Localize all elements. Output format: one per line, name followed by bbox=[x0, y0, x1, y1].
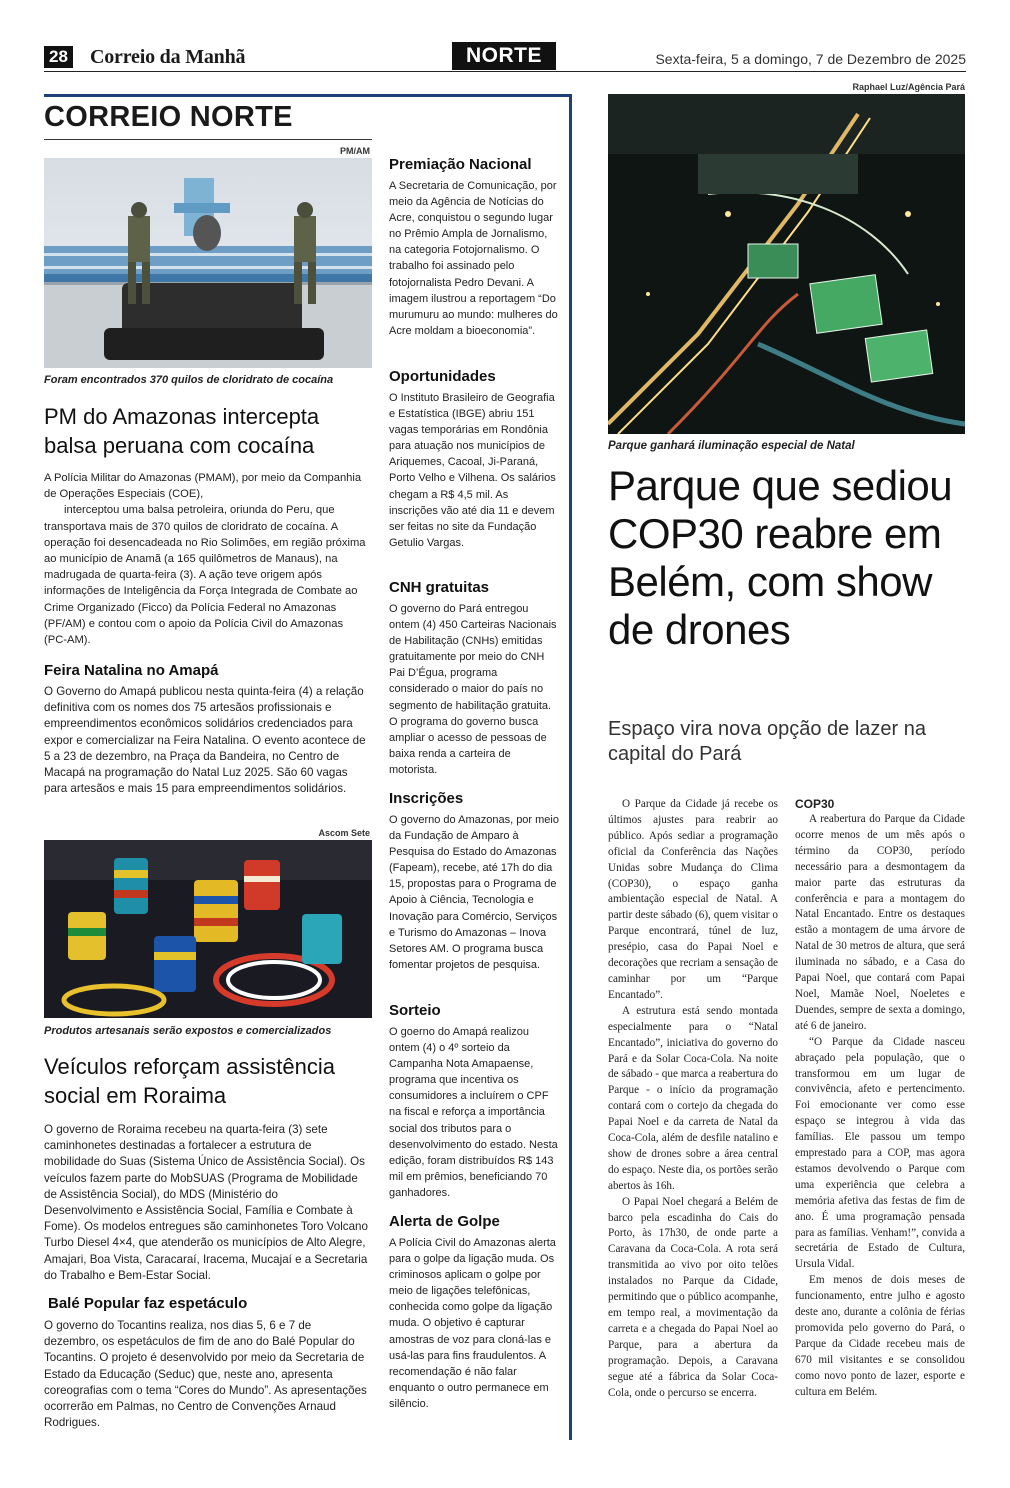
park-aerial-photo bbox=[608, 94, 965, 434]
photo-caption: Foram encontrados 370 quilos de cloridrato de cocaína bbox=[44, 374, 334, 386]
crafts-photo bbox=[44, 840, 372, 1018]
note-body: O governo do Pará entregou ontem (4) 450 Carteiras Nacionais de Habilitação (CNHs) emitidas gratuitamente por meio do CNH Pai D’Égua, programa considerado o maior do país no segmento de habilitação gratuita. O programa do governo busca ampliar o acesso de pessoas de baixa renda a carteira de motorista. bbox=[389, 603, 557, 776]
note-title: CNH gratuitas bbox=[389, 579, 490, 596]
headline-line: social em Roraima bbox=[44, 1083, 227, 1108]
photo-credit: Raphael Luz/Agência Pará bbox=[852, 82, 965, 92]
note-title: Premiação Nacional bbox=[389, 156, 532, 173]
story-body bbox=[44, 470, 366, 648]
note-body: O Instituto Brasileiro de Geografia e Estatística (IBGE) abriu 151 vagas temporárias em Rondônia para atuação nos municípios de Ariquemes, Cacoal, Ji-Paraná, Porto Velho e Vilhena. Os salários chegam a R$ 4,5 mil. As inscrições vão até dia 11 e devem ser feitas no site da Fundação Getulio Vargas. bbox=[389, 392, 556, 549]
photo-credit: Ascom Sete bbox=[318, 828, 370, 838]
main-headline: Parque que sediou COP30 reabre em Belém, com show de drones bbox=[608, 462, 953, 653]
note-title: Inscrições bbox=[389, 790, 464, 807]
note-title: Oportunidades bbox=[389, 368, 496, 385]
paragraph: A reabertura do Parque da Cidade ocorre menos de um mês após o término da COP30, período necessário para a desmontagem da maior parte das estruturas da conferência e para a montagem do Natal Encantado. Entre os destaques estão a montagem de uma árvore de Natal de 30 metros de altura, que será iluminada no sábado, e a Casa do Papai Noel, que contará com Papai Noel, Mamãe Noel, Noeletes e Duendes, sempre de sexta a domingo, até 6 de janeiro. bbox=[795, 813, 965, 1032]
main-deck: Espaço vira nova opção de lazer na capital do Pará bbox=[608, 718, 926, 765]
story-body: O governo de Roraima recebeu na quarta-feira (3) sete caminhonetes destinadas a fortalecer a estrutura de mobilidade do Suas (Sistema Único de Assistência Social). Os veículos fazem parte do MobSUAS (Programa de Mobilidade de Assistência Social), do MDS (Ministério do Desenvolvimento e Assistência Social, Família e Combate à Fome). Os modelos entregues são caminhonetes Toro Volcano Turbo Diesel 4×4, que atenderão os municípios de Alto Alegre, Amajari, Boa Vista, Caracaraí, Iracema, Mucajaí e a Secretaria do Trabalho e Bem-Estar Social. bbox=[44, 1123, 368, 1282]
crafts-photo-image bbox=[44, 840, 372, 1018]
issue-date: Sexta-feira, 5 a domingo, 7 de Dezembro de 2025 bbox=[655, 51, 966, 67]
paragraph: “O Parque da Cidade nasceu abraçado pela população, que o transformou em um lugar de convivência, afeto e pertencimento. Foi emocionante ver como esse espaço se integrou à vida das famílias. Ele passou um tempo emprestado para a COP, mas agora estamos devolvendo o Parque com uma experiência que celebra a memória afetiva das festas de fim de ano. É uma programação pensada para as famílias. Venham!”, convida a secretária de Estado de Cultura, Ursula Vidal. bbox=[795, 1035, 965, 1271]
main-body-col2 bbox=[795, 797, 965, 1401]
paragraph: interceptou uma balsa petroleira, oriunda do Peru, que transportava mais de 370 quilos de cloridrato de cocaína. A operação foi desencadeada no Rio Solimões, em região próxima ao município de Anamã (a 165 quilômetros de Manaus), na madrugada de quarta-feira (3). A ação teve origem após informações de Inteligência da Força Integrada de Combate ao Crime Organizado (Ficco) da Polícia Federal no Amazonas (PF/AM) e contou com o apoio da Polícia Civil do Amazonas (PC-AM). bbox=[44, 504, 366, 647]
subhead: Balé Popular faz espetáculo bbox=[48, 1295, 248, 1312]
note-body: A Polícia Civil do Amazonas alerta para o golpe da ligação muda. Os criminosos aplicam o golpe por meio de ligações telefônicas, conhecida como golpe da ligação muda. O objetivo é capturar amostras de voz para cloná-las e usá-las para fins fraudulentos. A recomendação é não falar enquanto o outro permanece em silêncio. bbox=[389, 1237, 556, 1410]
note-title: Alerta de Golpe bbox=[389, 1213, 500, 1230]
headline-line: PM do Amazonas intercepta bbox=[44, 404, 320, 429]
note-body: O governo do Amazonas, por meio da Fundação de Amparo à Pesquisa do Estado do Amazonas (Fapeam), recebe, até 17h do dia 15, propostas para o Programa de Apoio à Ciência, Tecnologia e Inovação para Comércio, Serviços e Turismo do Amazonas – Inova Setores AM. O programa busca fomentar projetos de pesquisa. bbox=[389, 814, 559, 971]
paragraph: O Papai Noel chegará a Belém de barco pela escadinha do Cais do Porto, às 17h30, de onde parte a Caravana da Coca-Cola. A rota será transmitida ao vivo por oito telões instalados no Parque da Cidade, permitindo que o público acompanhe, em tempo real, a movimentação da carreta e a chegada do Papai Noel ao Parque, para a abertura da programação. Depois, a Caravana segue até a fábrica da Solar Coca-Cola, onde o percurso se encerra. bbox=[608, 1195, 778, 1399]
photo-credit: PM/AM bbox=[340, 146, 370, 156]
column-rule bbox=[44, 139, 372, 140]
photo-caption: Produtos artesanais serão expostos e comercializados bbox=[44, 1025, 332, 1037]
page-number: 28 bbox=[44, 46, 73, 68]
brief-body: O governo do Tocantins realiza, nos dias 5, 6 e 7 de dezembro, os espetáculos de fim de ano do Balé Popular do Tocantins. O projeto é desenvolvido por meio da Secretaria de Estado da Educação (Seduc) que, neste ano, apresenta coreografias com o tema “Cores do Mundo”. As apresentações ocorrerão em Palmas, no Centro de Convenções Arnaud Rodrigues. bbox=[44, 1319, 367, 1430]
paragraph: Em menos de dois meses de funcionamento, entre julho e agosto deste ano, durante a colônia de férias promovida pelo governo do Pará, o Parque da Cidade recebeu mais de 670 mil visitantes e se consolidou como novo ponto de lazer, esporte e cultura em Belém. bbox=[795, 1274, 965, 1398]
paragraph: A Polícia Militar do Amazonas (PMAM), por meio da Companhia de Operações Especiais (COE), bbox=[44, 472, 362, 501]
park-aerial-image bbox=[608, 94, 965, 434]
police-photo-image bbox=[44, 158, 372, 368]
column-title: CORREIO NORTE bbox=[44, 101, 293, 133]
note-title: Sorteio bbox=[389, 1002, 441, 1019]
newspaper-name: Correio da Manhã bbox=[90, 46, 246, 68]
note-body: O goerno do Amapá realizou ontem (4) o 4º sorteio da Campanha Nota Amapaense, programa que incentiva os consumidores a incluírem o CPF na fiscal e reforça a importância social dos tributos para o desenvolvimento do estado. Nesta edição, foram distribuídos R$ 143 mil em prêmios, beneficiando 70 ganhadores. bbox=[389, 1026, 558, 1199]
paragraph: O Parque da Cidade já recebe os últimos ajustes para reabrir ao público. Após sediar a programação oficial da Conferência das Nações Unidas sobre Mudança do Clima (COP30), o espaço ganha ambientação especial de Natal. A partir deste sábado (6), quem visitar o Parque encontrará, túnel de luz, presépio, casa do Papai Noel e decorações que recriam a sensação de caminhar por um “Parque Encantado”. bbox=[608, 798, 778, 1001]
page-header bbox=[44, 46, 966, 72]
subhead: Feira Natalina no Amapá bbox=[44, 662, 219, 679]
note-body: A Secretaria de Comunicação, por meio da Agência de Notícias do Acre, conquistou o segundo lugar no Prêmio Ampla de Jornalismo, na categoria Fotojornalismo. O trabalho foi assinado pelo fotojornalista Pedro Devani. A imagem ilustrou a reportagem “Do murumuru ao mundo: mulheres do Acre moldam a bioeconomia”. bbox=[389, 180, 558, 337]
police-photo bbox=[44, 158, 372, 368]
section-kicker: COP30 bbox=[795, 797, 835, 811]
headline-line: balsa peruana com cocaína bbox=[44, 433, 315, 458]
story-headline bbox=[44, 1052, 374, 1110]
brief-body: O Governo do Amapá publicou nesta quinta-feira (4) a relação definitiva com os nomes dos 75 artesãos profissionais e empreendimentos econômicos solidários credenciados para expor e comercializar na Feira Natalina. O evento acontece de 5 a 23 de dezembro, na Praça da Bandeira, no Centro de Macapá na programação do Natal Luz 2025. São 60 vagas para artesãos e mais 15 para empreendimentos solidários. bbox=[44, 685, 366, 796]
paragraph: A estrutura está sendo montada especialmente para o “Natal Encantado”, iniciativa do governo do Pará e da Solar Coca-Cola. Na noite de sábado - que marca a reabertura do Parque - o início da programação contará com o cortejo da chegada do Papai Noel e da carreta de Natal da Coca-Cola, além de desfile natalino e show de drones sobre a área central do espaço. Neste dia, os portões serão abertos às 16h. bbox=[608, 1004, 778, 1192]
story-headline bbox=[44, 402, 374, 460]
headline-line: Veículos reforçam assistência bbox=[44, 1054, 336, 1079]
photo-caption: Parque ganhará iluminação especial de Natal bbox=[608, 440, 855, 452]
section-tag: NORTE bbox=[452, 42, 556, 70]
main-body-col1 bbox=[608, 797, 778, 1401]
